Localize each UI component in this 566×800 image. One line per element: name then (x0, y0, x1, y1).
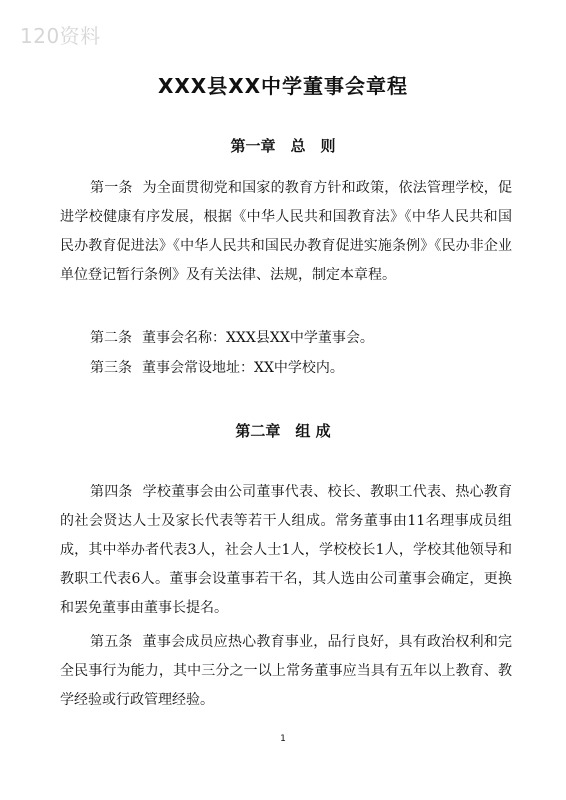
article-label: 第一条 (90, 180, 133, 196)
article-4 (60, 478, 512, 623)
article-text: 学校董事会由公司董事代表、校长、教职工代表、热心教育的社会贤达人士及家长代表等若干人组成。常务董事由11名理事成员组成，其中举办者代表3人，社会人士1人，学校校长1人，学校其他领导和教职工代表6人。董事会设董事若干名，其人选由公司董事会确定，更换和罢免董事由董事长提名。 (60, 484, 513, 616)
article-label: 第五条 (90, 634, 133, 650)
document-title: XXX县XX中学董事会章程 (157, 74, 409, 98)
chapter-heading-2: 第二章 组 成 (235, 422, 331, 440)
page-number: 1 (280, 734, 286, 744)
article-label: 第三条 (90, 360, 132, 376)
article-2 (60, 324, 512, 353)
article-3 (60, 354, 512, 383)
article-text: 董事会成员应热心教育事业，品行良好，具有政治权利和完全民事行为能力，其中三分之一以上常务董事应当具有五年以上教育、教学经验或行政管理经验。 (60, 634, 513, 708)
chapter-heading-1: 第一章 总 则 (230, 137, 336, 155)
article-text: 董事会名称：XXX县XX中学董事会。 (142, 330, 374, 346)
article-5 (60, 628, 512, 715)
watermark-logo: 120资料 (20, 24, 101, 48)
article-label: 第四条 (90, 484, 133, 500)
article-label: 第二条 (90, 330, 132, 346)
article-text: 董事会常设地址：XX中学校内。 (142, 360, 344, 376)
article-1 (60, 174, 512, 290)
article-text: 为全面贯彻党和国家的教育方针和政策，依法管理学校，促进学校健康有序发展，根据《中华人民共和国教育法》《中华人民共和国民办教育促进法》《中华人民共和国民办教育促进实施条例》《民办非企业单位登记暂行条例》及有关法律、法规，制定本章程。 (60, 180, 513, 283)
